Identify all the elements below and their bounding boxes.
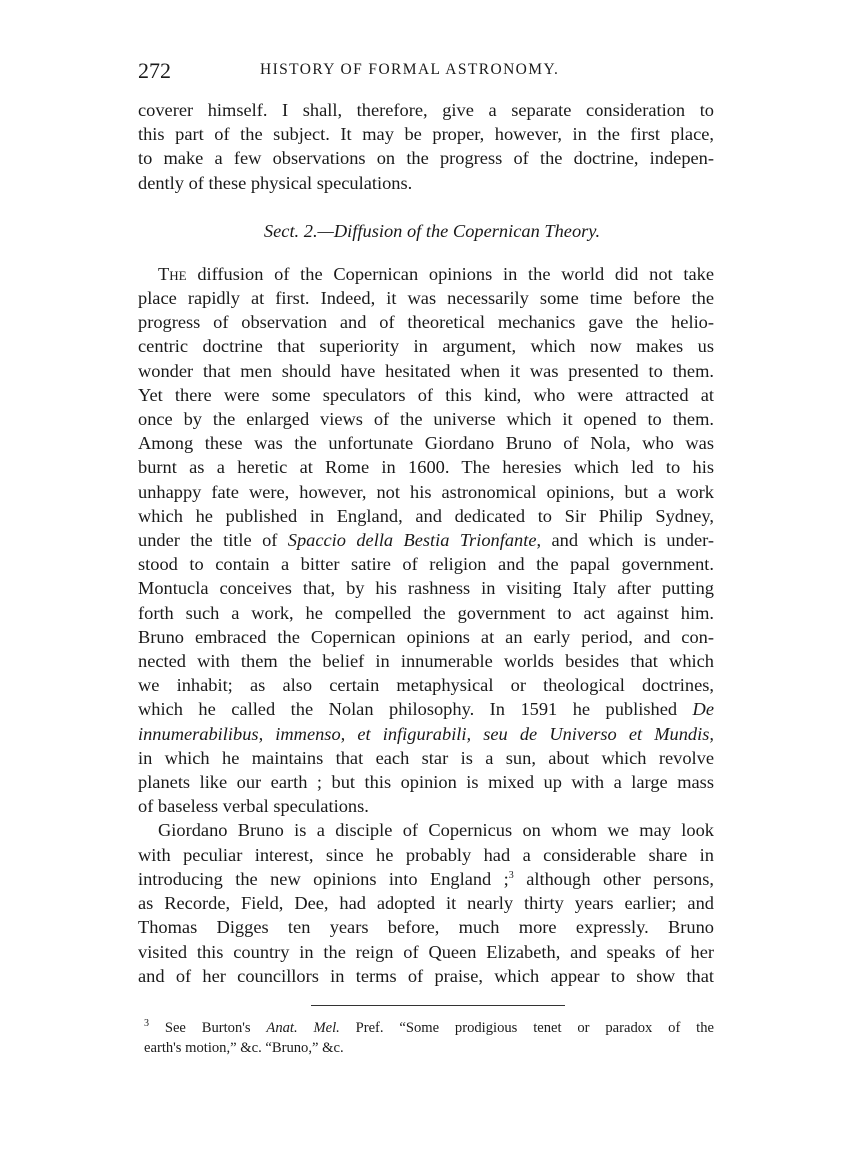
- text-line: Yet there were some speculators of this kind, who were attracted at: [138, 384, 714, 405]
- text-line: burnt as a heretic at Rome in 1600. The heresies which led to his: [138, 457, 714, 478]
- book-title-spaccio: Spaccio della Bestia Trionfante: [287, 530, 537, 551]
- text-line: this part of the subject. It may be proper, however, in the first place,: [138, 124, 714, 145]
- section-heading: [138, 221, 714, 242]
- text-line: under the title of Spaccio della Bestia Trionfante, and which is under-: [138, 530, 714, 551]
- text-line: visited this country in the reign of Queen Elizabeth, and speaks of her: [138, 941, 714, 962]
- text-line: introducing the new opinions into England ;$^3$ although other persons,: [138, 868, 714, 889]
- running-title: HISTORY OF FORMAL ASTRONOMY.: [260, 61, 560, 78]
- text-line: Thomas Digges ten years before, much more expressly. Bruno: [138, 917, 714, 938]
- text-line: wonder that men should have hesitated when it was presented to them.: [138, 360, 714, 381]
- text-line: progress of observation and of theoretical mechanics gave the helio-: [138, 312, 714, 333]
- page-number: 272: [138, 58, 171, 83]
- footnote-line: earth's motion,” &c. “Bruno,” &c.: [144, 1039, 344, 1056]
- text-line: in which he maintains that each star is a sun, about which revolve: [138, 747, 714, 768]
- text-line: of baseless verbal speculations.: [138, 796, 369, 817]
- text-line: unhappy fate were, however, not his astronomical opinions, but a work: [138, 481, 714, 502]
- text-line: as Recorde, Field, Dee, had adopted it nearly thirty years earlier; and: [138, 893, 714, 914]
- footnote-reference: 3: [508, 869, 514, 881]
- text-line: coverer himself. I shall, therefore, give a separate consideration to: [138, 100, 714, 120]
- text-line: which he published in England, and dedicated to Sir Philip Sydney,: [138, 505, 714, 526]
- text-line: which he called the Nolan philosophy. In 1591 he published De: [138, 699, 714, 720]
- book-title-innumerabilibus: innumerabilibus, immenso, et infigurabili,: [138, 723, 472, 744]
- book-title-universo: seu de Universo et Mundis,: [483, 723, 714, 744]
- footnote-line: $^3$ See Burton's Anat. Mel. Pref. “Some prodigious tenet or paradox of the: [144, 1018, 714, 1036]
- text-line: and of her councillors in terms of praise, which appear to show that: [138, 965, 714, 986]
- intro-paragraph: [138, 98, 714, 195]
- text-line: [138, 722, 714, 746]
- text-line: Giordano Bruno is a disciple of Copernicus on whom we may look: [158, 820, 714, 841]
- text-line: nected with them the belief in innumerable worlds besides that which: [138, 651, 714, 672]
- footnote-divider: [311, 1005, 565, 1006]
- paragraph-bruno: [138, 818, 714, 987]
- paragraph-diffusion: [138, 262, 714, 819]
- text-line: dently of these physical speculations.: [138, 172, 413, 193]
- text-line: once by the enlarged views of the universe which it opened to them.: [138, 409, 714, 430]
- text-line: planets like our earth ; but this opinion is mixed up with a large mass: [138, 772, 714, 793]
- text-line: stood to contain a bitter satire of religion and the papal government.: [138, 554, 714, 575]
- text-line: Among these was the unfortunate Giordano Bruno of Nola, who was: [138, 433, 714, 454]
- dropword: The: [158, 263, 187, 284]
- text-line: forth such a work, he compelled the government to act against him.: [138, 602, 714, 623]
- footnote: [138, 1018, 714, 1058]
- text-line: centric doctrine that superiority in argument, which now makes us: [138, 336, 714, 357]
- text-line: to make a few observations on the progress of the doctrine, indepen-: [138, 148, 714, 169]
- text-line: place rapidly at first. Indeed, it was necessarily some time before the: [138, 288, 714, 309]
- book-title-de: De: [692, 699, 714, 720]
- section-title: Diffusion of the Copernican Theory.: [333, 220, 601, 241]
- running-head: [138, 58, 714, 86]
- text-line: we inhabit; as also certain metaphysical or theological doctrines,: [138, 675, 714, 696]
- section-prefix: Sect. 2.—: [263, 220, 334, 241]
- book-page: [138, 58, 714, 1058]
- footnote-work-title: Anat. Mel.: [266, 1019, 340, 1036]
- footnote-marker: 3: [144, 1018, 149, 1030]
- text-line: Montucla conceives that, by his rashness in visiting Italy after putting: [138, 578, 714, 599]
- text-line: with peculiar interest, since he probably had a considerable share in: [138, 844, 714, 865]
- text-line: The diffusion of the Copernican opinions in the world did not take: [158, 263, 714, 284]
- text-line: Bruno embraced the Copernican opinions at an early period, and con-: [138, 626, 714, 647]
